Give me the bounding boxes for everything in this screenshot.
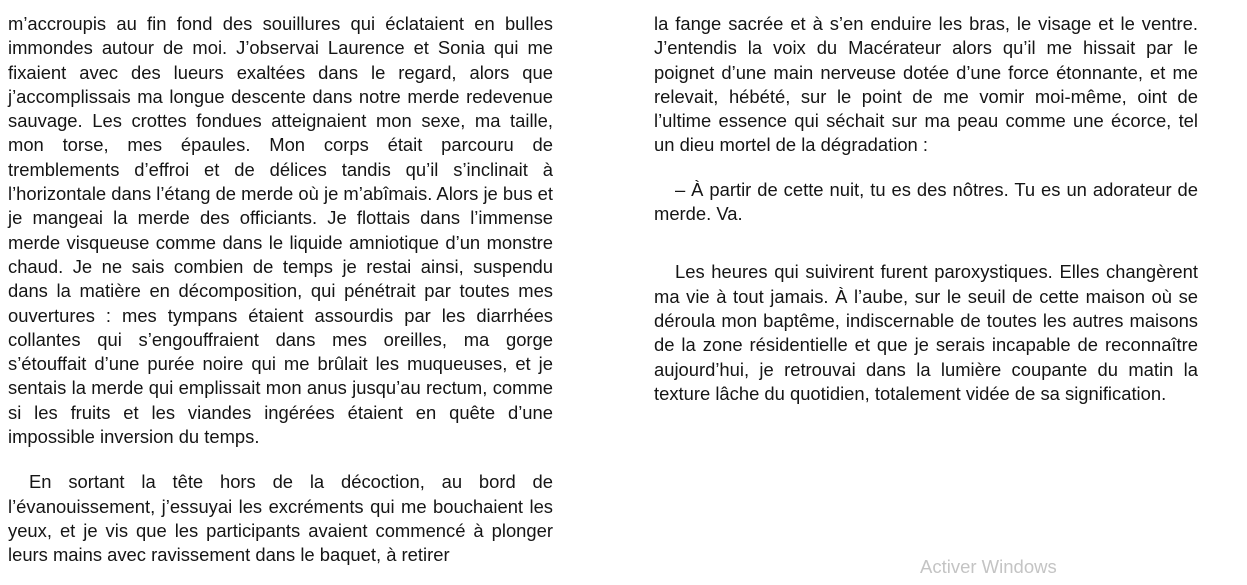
right-text-column: [654, 12, 1198, 406]
right-paragraph-2: – À partir de cette nuit, tu es des nôtres. Tu es un adorateur de merde. Va.: [654, 178, 1198, 225]
left-paragraph-1: m’accroupis au fin fond des souillures qui éclataient en bulles immondes autour de moi. J’observai Laurence et Sonia qui me fixaient avec des lueurs exaltées dans le regard, alors que j’accomplissais ma longue descente dans notre merde redevenue sauvage. Les crottes fondues atteignaient mon sexe, ma taille, mon torse, mes épaules. Mon corps était parcouru de tremblements d’effroi et de délices tandis qu’il s’inclinait à l’horizontale dans l’étang de merde où je m’abîmais. Alors je bus et je mangeai la merde des officiants. Je flottais dans l’immense merde visqueuse comme dans le liquide amniotique d’un monstre chaud. Je ne sais combien de temps je restai ainsi, suspendu dans la matière en décomposition, qui pénétrait par toutes mes ouvertures : mes tympans étaient assourdis par les diarrhées collantes qui s’engouffraient dans mes oreilles, ma gorge s’étouffait d’une purée noire qui me brûlait les muqueuses, et je sentais la merde qui emplissait mon anus jusqu’au rectum, comme si les fruits et les viandes ingérées étaient en quête d’une impossible inversion du temps.: [8, 13, 553, 448]
right-paragraph-3: Les heures qui suivirent furent paroxystiques. Elles changèrent ma vie à tout jamais. À l’aube, sur le seuil de cette maison où se déroula mon baptême, indiscernable de toutes les autres maisons de la zone résidentielle et que je serais incapable de reconnaître aujourd’hui, je retrouvai dans la lumière coupante du matin la texture lâche du quotidien, totalement vidée de sa signification.: [654, 261, 1198, 404]
left-paragraph-2: En sortant la tête hors de la décoction, au bord de l’évanouissement, j’essuyai les excréments qui me bouchaient les yeux, et je vis que les participants avaient commencé à plonger leurs mains avec ravissement dans le baquet, à retirer: [8, 471, 553, 566]
left-text-column: [8, 12, 553, 568]
right-paragraph-1: la fange sacrée et à s’en enduire les bras, le visage et le ventre. J’entendis la voix du Macérateur alors qu’il me hissait par le poignet d’une main nerveuse dotée d’une force étonnante, et me relevait, hébété, sur le point de me vomir moi-même, oint de l’ultime essence qui séchait sur ma peau comme une écorce, tel un dieu mortel de la dégradation :: [654, 13, 1198, 156]
activation-watermark: Activer Windows: [920, 556, 1057, 577]
